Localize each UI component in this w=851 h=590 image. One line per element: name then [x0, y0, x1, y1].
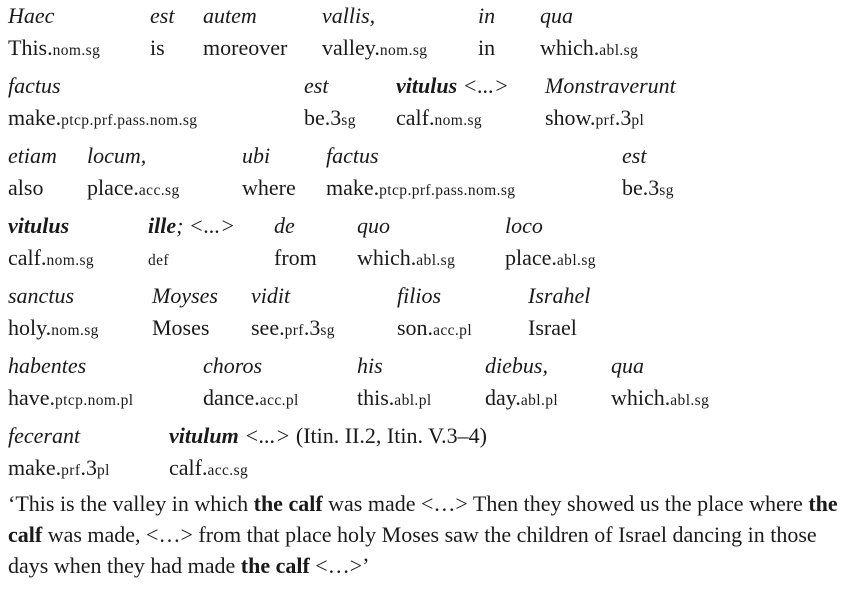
gloss-tag: ptcp.nom.pl — [55, 392, 134, 409]
gloss-text: show. — [545, 105, 596, 130]
source-word — [8, 143, 57, 169]
source-word-text: etiam — [8, 143, 57, 168]
gloss-tag: nom.sg — [434, 112, 483, 129]
gloss-text: calf. — [169, 455, 208, 480]
gloss-word — [8, 455, 110, 484]
source-word-text: quo — [357, 213, 390, 238]
gloss-word — [545, 105, 644, 134]
translation-text: <…>’ — [309, 553, 370, 578]
gloss-text: dance. — [203, 385, 260, 410]
gloss-word — [150, 35, 165, 61]
source-word — [87, 143, 146, 169]
gloss-tag: nom.sg — [51, 322, 99, 339]
gloss-word — [357, 245, 455, 274]
gloss-text: be.3 — [622, 175, 660, 200]
source-word-text: factus — [326, 143, 379, 168]
gloss-word — [8, 245, 94, 274]
source-word — [148, 213, 235, 239]
source-word-text: Haec — [8, 3, 55, 28]
gloss-tag: sg — [320, 322, 335, 339]
source-word-text: qua — [540, 3, 573, 28]
gloss-text: valley. — [322, 35, 380, 60]
source-word-text: de — [274, 213, 295, 238]
source-word-text: filios — [397, 283, 442, 308]
source-word-text: diebus, — [485, 353, 548, 378]
source-word — [8, 73, 61, 99]
gloss-text: holy. — [8, 315, 52, 340]
gloss-word — [203, 35, 287, 61]
gloss-word — [322, 35, 427, 64]
source-word-bold: vitulum — [169, 423, 239, 448]
source-word-extra: <...> — [238, 423, 296, 448]
gloss-tag: sg — [341, 112, 356, 129]
source-word-text: est — [304, 73, 329, 98]
gloss-text: calf. — [396, 105, 435, 130]
gloss-word — [304, 105, 356, 134]
source-word-text: locum, — [87, 143, 147, 168]
source-word-text: sanctus — [8, 283, 74, 308]
source-word — [251, 283, 290, 309]
gloss-text: have. — [8, 385, 56, 410]
source-word-bold: ille — [148, 213, 177, 238]
free-translation — [8, 488, 848, 581]
source-word — [150, 3, 174, 29]
source-word — [485, 353, 548, 379]
gloss-word — [611, 385, 709, 414]
gloss-word — [152, 315, 209, 341]
gloss-word — [8, 385, 133, 414]
source-word — [274, 213, 295, 239]
source-word — [357, 353, 383, 379]
gloss-text: make. — [326, 175, 380, 200]
gloss-text: is — [150, 35, 165, 60]
gloss-word — [396, 105, 482, 134]
gloss-tag: ptcp.prf.pass.nom.sg — [379, 182, 516, 199]
gloss-text: .3 — [80, 455, 97, 480]
gloss-tag: abl.sg — [599, 42, 639, 59]
gloss-word — [397, 315, 472, 344]
translation-bold: the calf — [253, 491, 323, 516]
gloss-tag: nom.sg — [46, 252, 95, 269]
translation-bold: the calf — [240, 553, 310, 578]
gloss-tag: abl.pl — [394, 392, 432, 409]
gloss-word — [478, 35, 495, 61]
gloss-tag: acc.pl — [259, 392, 299, 409]
gloss-word — [8, 175, 43, 201]
source-word-text: Monstraverunt — [545, 73, 676, 98]
gloss-text: where — [242, 175, 296, 200]
translation-bold: the calf — [8, 491, 838, 547]
source-word-text: in — [478, 3, 496, 28]
gloss-text: which. — [611, 385, 671, 410]
source-word — [242, 143, 270, 169]
gloss-tag: prf — [595, 112, 615, 129]
gloss-tag: acc.sg — [138, 182, 180, 199]
source-word-text: qua — [611, 353, 644, 378]
source-word — [397, 283, 441, 309]
source-word — [545, 73, 676, 99]
source-word-text: choros — [203, 353, 263, 378]
source-word — [528, 283, 590, 309]
source-word-text: autem — [203, 3, 257, 28]
gloss-word — [169, 455, 248, 484]
gloss-word — [528, 315, 577, 341]
gloss-text: moreover — [203, 35, 288, 60]
gloss-text: .3 — [614, 105, 632, 130]
gloss-word — [274, 245, 317, 271]
source-word-text: vidit — [251, 283, 291, 308]
source-word-text: est — [150, 3, 175, 28]
gloss-text: Israel — [528, 315, 577, 340]
gloss-text: Moses — [152, 315, 210, 340]
gloss-tag: ptcp.prf.pass.nom.sg — [61, 112, 198, 129]
gloss-word — [203, 385, 299, 414]
gloss-text: this. — [357, 385, 395, 410]
translation-text: was made <…> Then they showed us the place where — [322, 491, 809, 516]
source-word — [8, 283, 74, 309]
gloss-text: day. — [485, 385, 521, 410]
gloss-text: be.3 — [304, 105, 342, 130]
gloss-tag: sg — [659, 182, 674, 199]
gloss-text: place. — [87, 175, 139, 200]
source-word-text: factus — [8, 73, 61, 98]
source-word-text: est — [622, 143, 647, 168]
gloss-tag: abl.sg — [556, 252, 596, 269]
source-word-text: his — [357, 353, 383, 378]
gloss-tag: acc.sg — [207, 462, 249, 479]
gloss-tag: def — [148, 252, 169, 269]
source-word — [8, 3, 54, 29]
translation-text: ‘This is the valley in which — [8, 491, 254, 516]
gloss-text: calf. — [8, 245, 47, 270]
gloss-tag: abl.pl — [520, 392, 559, 409]
source-word — [203, 3, 257, 29]
source-word-text: habentes — [8, 353, 87, 378]
gloss-text: which. — [357, 245, 417, 270]
gloss-tag: nom.sg — [52, 42, 101, 59]
source-word-extra: <...> — [457, 73, 509, 98]
source-word-bold: vitulus — [8, 213, 70, 238]
source-word — [8, 353, 86, 379]
source-word-text: vallis, — [322, 3, 376, 28]
gloss-text: make. — [8, 105, 62, 130]
gloss-tag: prf — [284, 322, 304, 339]
citation: (Itin. II.2, Itin. V.3–4) — [295, 423, 487, 448]
gloss-word — [485, 385, 558, 414]
gloss-word — [540, 35, 638, 64]
translation-text: was made, <…> from that place holy Moses saw the children of Israel dancing in those days when they had made — [8, 522, 817, 578]
gloss-tag: acc.pl — [433, 322, 473, 339]
source-word — [357, 213, 390, 239]
gloss-tag: abl.sg — [416, 252, 456, 269]
source-word — [169, 423, 487, 449]
gloss-word — [87, 175, 180, 204]
gloss-word — [251, 315, 335, 344]
source-word — [505, 213, 543, 239]
source-word — [326, 143, 379, 169]
source-word — [203, 353, 262, 379]
gloss-text: .3 — [303, 315, 321, 340]
source-word-text: ubi — [242, 143, 271, 168]
gloss-text: in — [478, 35, 496, 60]
gloss-text: also — [8, 175, 44, 200]
gloss-text: which. — [540, 35, 600, 60]
source-word-text: loco — [505, 213, 543, 238]
gloss-tag: prf — [61, 462, 81, 479]
gloss-word — [326, 175, 515, 204]
gloss-tag: nom.sg — [379, 42, 428, 59]
gloss-tag: pl — [96, 462, 110, 479]
source-word — [478, 3, 495, 29]
source-word — [396, 73, 509, 99]
gloss-tag: abl.sg — [670, 392, 710, 409]
gloss-word — [8, 315, 99, 344]
gloss-word — [242, 175, 296, 201]
gloss-word — [8, 105, 197, 134]
source-word — [322, 3, 375, 29]
source-word-bold: vitulus — [396, 73, 458, 98]
gloss-word — [8, 35, 100, 64]
source-word — [8, 213, 69, 239]
gloss-text: son. — [397, 315, 434, 340]
gloss-text: from — [274, 245, 317, 270]
source-word-extra: ; <...> — [176, 213, 236, 238]
gloss-word — [148, 245, 169, 274]
gloss-word — [505, 245, 596, 274]
source-word — [152, 283, 218, 309]
gloss-text: This. — [8, 35, 53, 60]
source-word — [8, 423, 80, 449]
gloss-text: place. — [505, 245, 557, 270]
source-word — [622, 143, 646, 169]
gloss-word — [622, 175, 674, 204]
gloss-text: see. — [251, 315, 285, 340]
source-word — [611, 353, 644, 379]
source-word-text: Israhel — [528, 283, 591, 308]
gloss-text: make. — [8, 455, 62, 480]
gloss-tag: pl — [631, 112, 645, 129]
source-word — [304, 73, 328, 99]
source-word — [540, 3, 573, 29]
source-word-text: Moyses — [152, 283, 218, 308]
gloss-word — [357, 385, 432, 414]
source-word-text: fecerant — [8, 423, 81, 448]
